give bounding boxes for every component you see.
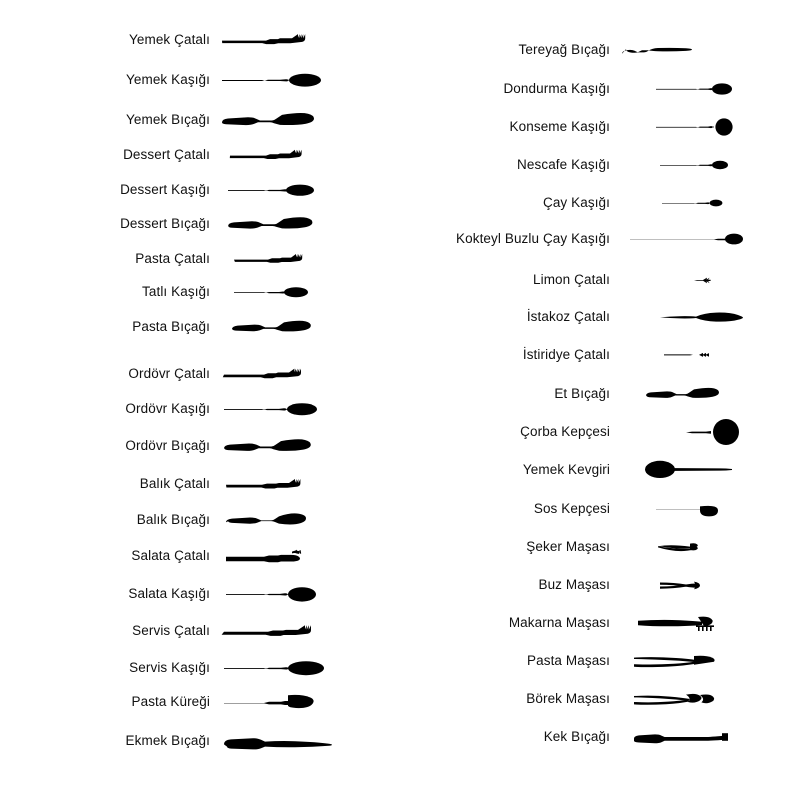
item-label: Pasta Küreği	[131, 694, 210, 709]
item-label: Salata Çatalı	[131, 548, 210, 563]
fish-fork-icon	[220, 471, 400, 497]
dinner-spoon-icon	[220, 67, 400, 93]
list-item[interactable]	[400, 610, 800, 636]
list-item[interactable]	[0, 433, 400, 459]
right-column	[400, 0, 800, 800]
hors-doeuvre-spoon-icon	[220, 396, 400, 422]
tea-spoon-icon	[620, 190, 800, 216]
oyster-fork-icon	[620, 342, 800, 368]
dessert-fork-icon	[220, 142, 400, 168]
item-label: Ekmek Bıçağı	[125, 733, 210, 748]
list-item[interactable]	[400, 267, 800, 293]
item-label: Pasta Maşası	[527, 653, 610, 668]
list-item[interactable]	[0, 246, 400, 272]
list-item[interactable]	[400, 572, 800, 598]
item-label: Çay Kaşığı	[542, 195, 610, 210]
item-label: Kokteyl Buzlu Çay Kaşığı	[456, 231, 610, 246]
list-item[interactable]	[0, 507, 400, 533]
list-item[interactable]	[0, 361, 400, 387]
item-label: Makarna Maşası	[508, 615, 610, 630]
sugar-tongs-icon	[620, 534, 800, 560]
hors-doeuvre-knife-icon	[220, 433, 400, 459]
item-label: Pasta Bıçağı	[132, 319, 210, 334]
item-label: Şeker Maşası	[526, 539, 610, 554]
list-item[interactable]	[0, 314, 400, 340]
list-item[interactable]	[400, 496, 800, 522]
fish-knife-icon	[220, 507, 400, 533]
list-item[interactable]	[400, 419, 800, 445]
cake-tongs-icon	[620, 648, 800, 674]
list-item[interactable]	[400, 190, 800, 216]
item-label: Et Bıçağı	[554, 386, 610, 401]
soup-ladle-icon	[620, 419, 800, 445]
sauce-ladle-icon	[620, 496, 800, 522]
cake-fork-icon	[220, 246, 400, 272]
cake-slicer-icon	[620, 724, 800, 750]
item-label: Sos Kepçesi	[533, 501, 610, 516]
item-label: Servis Çatalı	[132, 623, 210, 638]
item-label: Ordövr Bıçağı	[125, 438, 210, 453]
item-label: Dondurma Kaşığı	[503, 81, 610, 96]
item-label: Dessert Kaşığı	[120, 182, 210, 197]
pastry-tongs-icon	[620, 686, 800, 712]
list-item[interactable]	[400, 76, 800, 102]
serving-spoon-icon	[220, 655, 400, 681]
iced-tea-spoon-icon	[620, 226, 800, 252]
list-item[interactable]	[0, 279, 400, 305]
ice-cream-spoon-icon	[620, 76, 800, 102]
list-item[interactable]	[0, 396, 400, 422]
salad-fork-icon	[220, 543, 400, 569]
item-label: Yemek Çatalı	[129, 32, 210, 47]
item-label: Balık Çatalı	[139, 476, 210, 491]
item-label: Yemek Kaşığı	[126, 72, 210, 87]
coffee-spoon-icon	[620, 152, 800, 178]
list-item[interactable]	[400, 534, 800, 560]
item-label: İstakoz Çatalı	[526, 309, 610, 324]
list-item[interactable]	[0, 543, 400, 569]
list-item[interactable]	[0, 142, 400, 168]
item-label: Salata Kaşığı	[128, 586, 210, 601]
list-item[interactable]	[0, 211, 400, 237]
list-item[interactable]	[400, 114, 800, 140]
list-item[interactable]	[400, 226, 800, 252]
list-item[interactable]	[0, 67, 400, 93]
butter-knife-icon	[620, 37, 800, 63]
list-item[interactable]	[400, 342, 800, 368]
steak-knife-icon	[620, 381, 800, 407]
item-label: Dessert Bıçağı	[120, 216, 210, 231]
item-label: Ordövr Çatalı	[128, 366, 210, 381]
bread-knife-icon	[220, 728, 400, 754]
item-label: Buz Maşası	[538, 577, 610, 592]
salad-spoon-icon	[220, 581, 400, 607]
ice-tongs-icon	[620, 572, 800, 598]
lemon-fork-icon	[620, 267, 800, 293]
item-label: İstiridye Çatalı	[522, 347, 610, 362]
item-label: Börek Maşası	[526, 691, 610, 706]
item-label: Tatlı Kaşığı	[142, 284, 210, 299]
list-item[interactable]	[0, 107, 400, 133]
list-item[interactable]	[400, 381, 800, 407]
list-item[interactable]	[400, 457, 800, 483]
list-item[interactable]	[400, 724, 800, 750]
hors-doeuvre-fork-icon	[220, 361, 400, 387]
sweet-spoon-icon	[220, 279, 400, 305]
list-item[interactable]	[0, 471, 400, 497]
dinner-knife-icon	[220, 107, 400, 133]
list-item[interactable]	[400, 152, 800, 178]
list-item[interactable]	[0, 581, 400, 607]
list-item[interactable]	[400, 686, 800, 712]
list-item[interactable]	[0, 728, 400, 754]
dessert-knife-icon	[220, 211, 400, 237]
consomme-spoon-icon	[620, 114, 800, 140]
list-item[interactable]	[400, 304, 800, 330]
item-label: Balık Bıçağı	[136, 512, 210, 527]
list-item[interactable]	[0, 689, 400, 715]
slotted-serving-spoon-icon	[620, 457, 800, 483]
serving-fork-icon	[220, 618, 400, 644]
item-label: Nescafe Kaşığı	[517, 157, 610, 172]
cake-server-icon	[220, 689, 400, 715]
list-item[interactable]	[0, 177, 400, 203]
lobster-fork-icon	[620, 304, 800, 330]
item-label: Kek Bıçağı	[543, 729, 610, 744]
item-label: Tereyağ Bıçağı	[518, 42, 610, 57]
cake-knife-icon	[220, 314, 400, 340]
dessert-spoon-icon	[220, 177, 400, 203]
list-item[interactable]	[0, 655, 400, 681]
item-label: Limon Çatalı	[533, 272, 610, 287]
item-label: Çorba Kepçesi	[520, 424, 610, 439]
item-label: Konseme Kaşığı	[509, 119, 610, 134]
item-label: Servis Kaşığı	[129, 660, 210, 675]
item-label: Yemek Bıçağı	[126, 112, 210, 127]
pasta-tongs-icon	[620, 610, 800, 636]
item-label: Dessert Çatalı	[123, 147, 210, 162]
dinner-fork-icon	[220, 27, 400, 53]
list-item[interactable]	[0, 27, 400, 53]
item-label: Ordövr Kaşığı	[125, 401, 210, 416]
list-item[interactable]	[400, 37, 800, 63]
item-label: Pasta Çatalı	[135, 251, 210, 266]
list-item[interactable]	[0, 618, 400, 644]
list-item[interactable]	[400, 648, 800, 674]
item-label: Yemek Kevgiri	[522, 462, 610, 477]
